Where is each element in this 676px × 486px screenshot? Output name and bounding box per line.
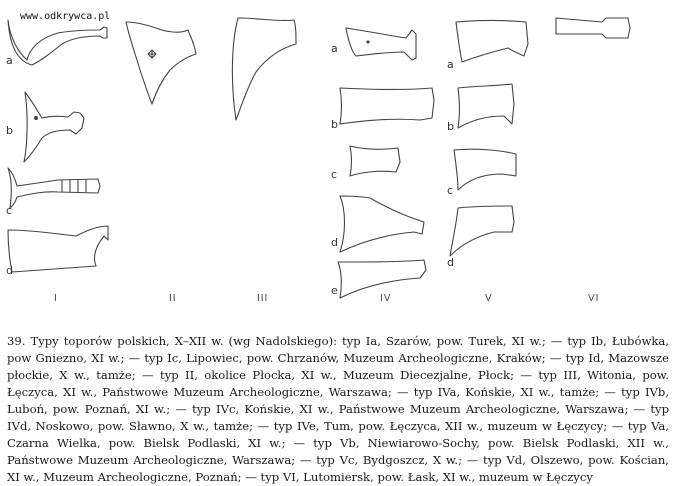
column-label-vi: VI	[588, 293, 600, 304]
axe-iii	[232, 18, 296, 120]
label-b: b	[331, 118, 338, 131]
axe-ii	[126, 22, 196, 104]
column-label-iv: IV	[380, 293, 392, 304]
label-a: a	[6, 54, 13, 67]
label-c: c	[6, 204, 13, 217]
axe-vc	[454, 149, 516, 190]
label-c: c	[447, 184, 454, 197]
label-d: d	[447, 256, 454, 269]
axe-vb	[458, 84, 514, 128]
watermark-text: www.odkrywca.pl	[20, 11, 111, 22]
label-e: e	[331, 284, 338, 297]
axe-vd	[450, 206, 514, 256]
axe-ib	[24, 92, 84, 162]
label-d: d	[6, 264, 13, 277]
column-label-iii: III	[257, 293, 269, 304]
label-d: d	[331, 236, 338, 249]
label-b: b	[6, 124, 13, 137]
axe-ib-hole	[34, 116, 38, 120]
label-c: c	[331, 168, 338, 181]
axe-iva-hole	[366, 40, 369, 43]
axe-ivc	[350, 146, 400, 176]
axe-iva	[346, 28, 416, 60]
column-label-ii: II	[169, 293, 177, 304]
axe-ia	[8, 20, 107, 65]
axe-id	[8, 226, 108, 272]
axe-vi	[556, 18, 630, 38]
axe-ii-mark	[148, 50, 156, 58]
axe-ic-socket	[62, 179, 86, 192]
axe-ivd	[340, 196, 424, 252]
column-label-v: V	[485, 293, 493, 304]
label-a: a	[447, 58, 454, 71]
label-b: b	[447, 120, 454, 133]
label-a: a	[331, 42, 338, 55]
figure-caption: 39. Typy toporów polskich, X–XII w. (wg Nadolskiego): typ Ia, Szarów, pow. Turek, XI w.; — typ Ib, Łubówka, pow Gniezno, XI w.; — typ Ic, Lipowiec, pow. Chrzanów, Muzeum Archeologiczne, Kraków; — typ Id, Mazowsze płockie, X w., tamże; — typ II, okolice Płocka, XI w., Muzeum Diecezjalne, Płock; — typ III, Witonia, pow. Łęczyca, XI w., Państwowe Muzeum Archeologiczne, Warszawa; — typ IVa, Końskie, XI w., tamże; — typ IVb, Luboń, pow. Poznań, XI w.; — typ IVc, Końskie, XI w., Państwowe Muzeum Archeologiczne, Warszawa; — typ IVd, Noskowo, pow. Sławno, X w., tamże; — typ IVe, Tum, pow. Łęczyca, XII w., muzeum w Łęczycy; — typ Va, Czarna Wielka, pow. Bielsk Podlaski, XI w.; — typ Vb, Niewiarowo-Sochy, pow. Bielsk Podlaski, XII w., Państwowe Muzeum Archeologiczne, Warszawa; — typ Vc, Bydgoszcz, X w.; — typ Vd, Olszewo, pow. Kościan, XI w., Muzeum Archeologiczne, Poznań; — typ VI, Lutomiersk, pow. Łask, XI w., muzeum w Łęczycy	[7, 333, 669, 484]
column-label-i: I	[54, 293, 58, 304]
axe-ivb	[340, 88, 434, 124]
axe-va	[456, 21, 528, 63]
